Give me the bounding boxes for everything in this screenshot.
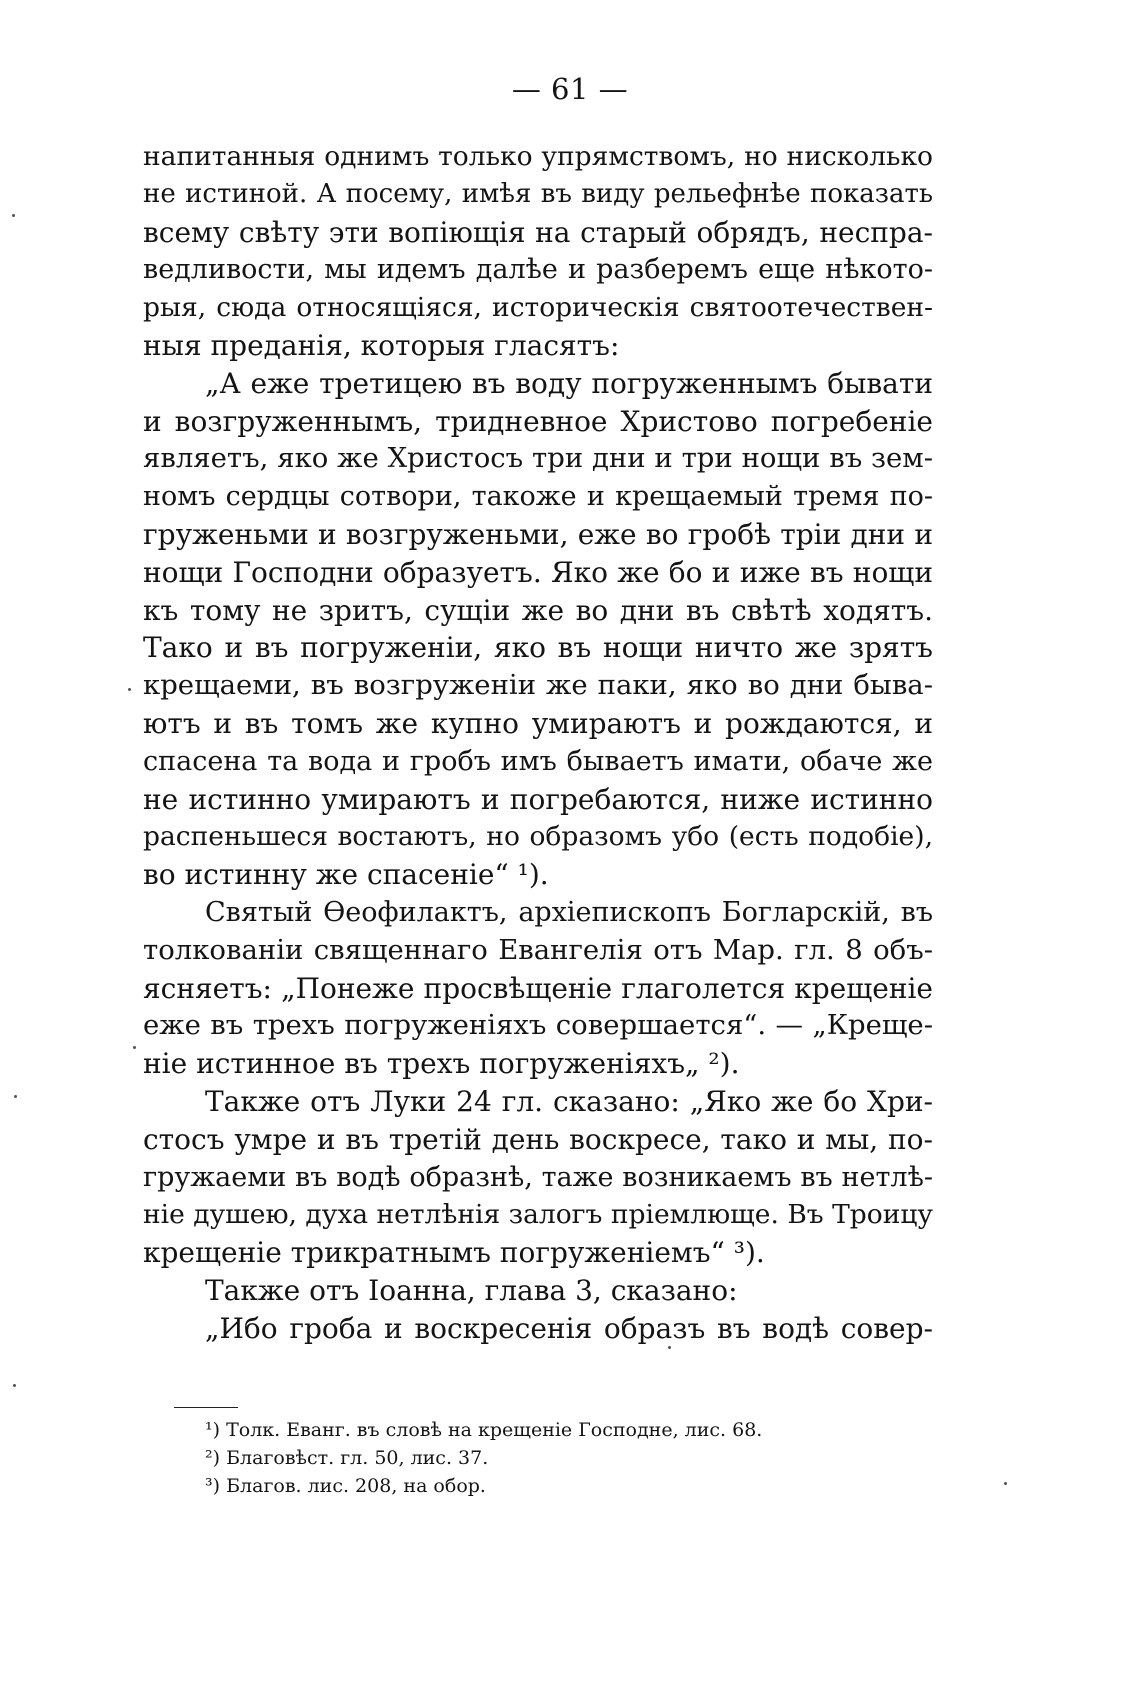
text-line: нощи Господни образуетъ. Яко же бо и иже въ нощи <box>143 555 933 589</box>
footnote <box>205 1416 762 1444</box>
text-line: спасена та вода и гробъ имъ бываетъ имати, обаче же <box>143 745 933 777</box>
footnote-mark: ²) <box>205 1447 221 1469</box>
text-line: толкованіи священнаго Евангелія отъ Мар. гл. 8 объ- <box>143 933 933 966</box>
footnote <box>205 1472 762 1500</box>
text-line: рыя, сюда относящіяся, историческія святоотечествен- <box>143 292 933 324</box>
text-line: Также отъ Луки 24 гл. сказано: „Яко же бо Хри- <box>205 1084 933 1118</box>
footnote-text: Благов. лис. 208, на обор. <box>226 1475 486 1497</box>
text-line: и возгруженнымъ, тридневное Христово погребеніе <box>143 404 933 438</box>
text-line: ніе душею, духа нетлѣнія залогъ пріемлюще. Въ Троицу <box>143 1199 933 1231</box>
text-line: ютъ и въ томъ же купно умираютъ и рождаются, и <box>143 706 933 740</box>
text-line: къ тому не зритъ, сущіи же во дни въ свѣтѣ ходятъ. <box>143 593 933 627</box>
text-line: еже въ трехъ погруженіяхъ совершается“. — „Креще- <box>143 1009 933 1042</box>
footnotes <box>205 1416 762 1500</box>
text-line: ныя преданія, которыя гласятъ: <box>143 328 620 362</box>
text-line: „Ибо гроба и воскресенія образъ въ водѣ совер- <box>205 1311 933 1345</box>
text-line: не истинно умираютъ и погребаются, ниже истинно <box>143 782 933 816</box>
text-line: „А еже третицею въ воду погруженнымъ бывати <box>205 366 933 400</box>
footnote-text: Толк. Еванг. въ словѣ на крещеніе Господне, лис. 68. <box>226 1419 763 1441</box>
footnote-mark: ¹) <box>205 1419 221 1441</box>
text-line: ведливости, мы идемъ далѣе и разберемъ еще нѣкото- <box>143 254 933 286</box>
text-line: Святый Ѳеофилактъ, архіепископъ Богларскій, въ <box>205 896 933 928</box>
footnote-text: Благовѣст. гл. 50, лис. 37. <box>226 1447 489 1469</box>
text-line: крещеніе трикратнымъ погруженіемъ“ ³). <box>143 1236 765 1270</box>
page-number: — 61 — <box>511 72 629 106</box>
text-line: распеньшеся востаютъ, но образомъ убо (есть подобіе), <box>143 821 933 853</box>
text-line: гружаеми въ водѣ образнѣ, таже возникаемъ въ нетлѣ- <box>143 1161 933 1193</box>
text-line: стосъ умре и въ третій день воскресе, тако и мы, по- <box>143 1122 933 1156</box>
footnote <box>205 1444 762 1472</box>
text-line: Тако и въ погруженіи, яко въ нощи ничто же зрятъ <box>143 631 933 665</box>
text-line: являетъ, яко же Христосъ три дни и три нощи въ зем- <box>143 442 933 475</box>
text-line: Также отъ Іоанна, глава 3, сказано: <box>205 1273 738 1307</box>
text-line: ясняетъ: „Понеже просвѣщеніе глаголется крещеніе <box>143 971 933 1005</box>
text-line: во истинну же спасеніе“ ¹). <box>143 858 549 892</box>
text-line: не истиной. А посему, имѣя въ виду рельефнѣе показать <box>143 178 933 209</box>
text-line: напитанныя однимъ только упрямствомъ, но нисколько <box>143 141 933 172</box>
text-line: крещаеми, въ возгруженіи же паки, яко во дни бывa- <box>143 669 933 702</box>
text-line: ніе истинное въ трехъ погруженіяхъ„ ²). <box>143 1047 740 1081</box>
text-line: всему свѣту эти вопіющія на старый обрядъ, неспра- <box>143 215 933 249</box>
text-line: груженьми и возгруженьми, еже во гробѣ тріи дни и <box>143 517 933 551</box>
body-text <box>143 138 933 1348</box>
footnote-mark: ³) <box>205 1475 221 1497</box>
footnote-divider <box>174 1407 238 1408</box>
text-line: номъ сердцы сотвори, такоже и крещаемый тремя по- <box>143 481 933 513</box>
